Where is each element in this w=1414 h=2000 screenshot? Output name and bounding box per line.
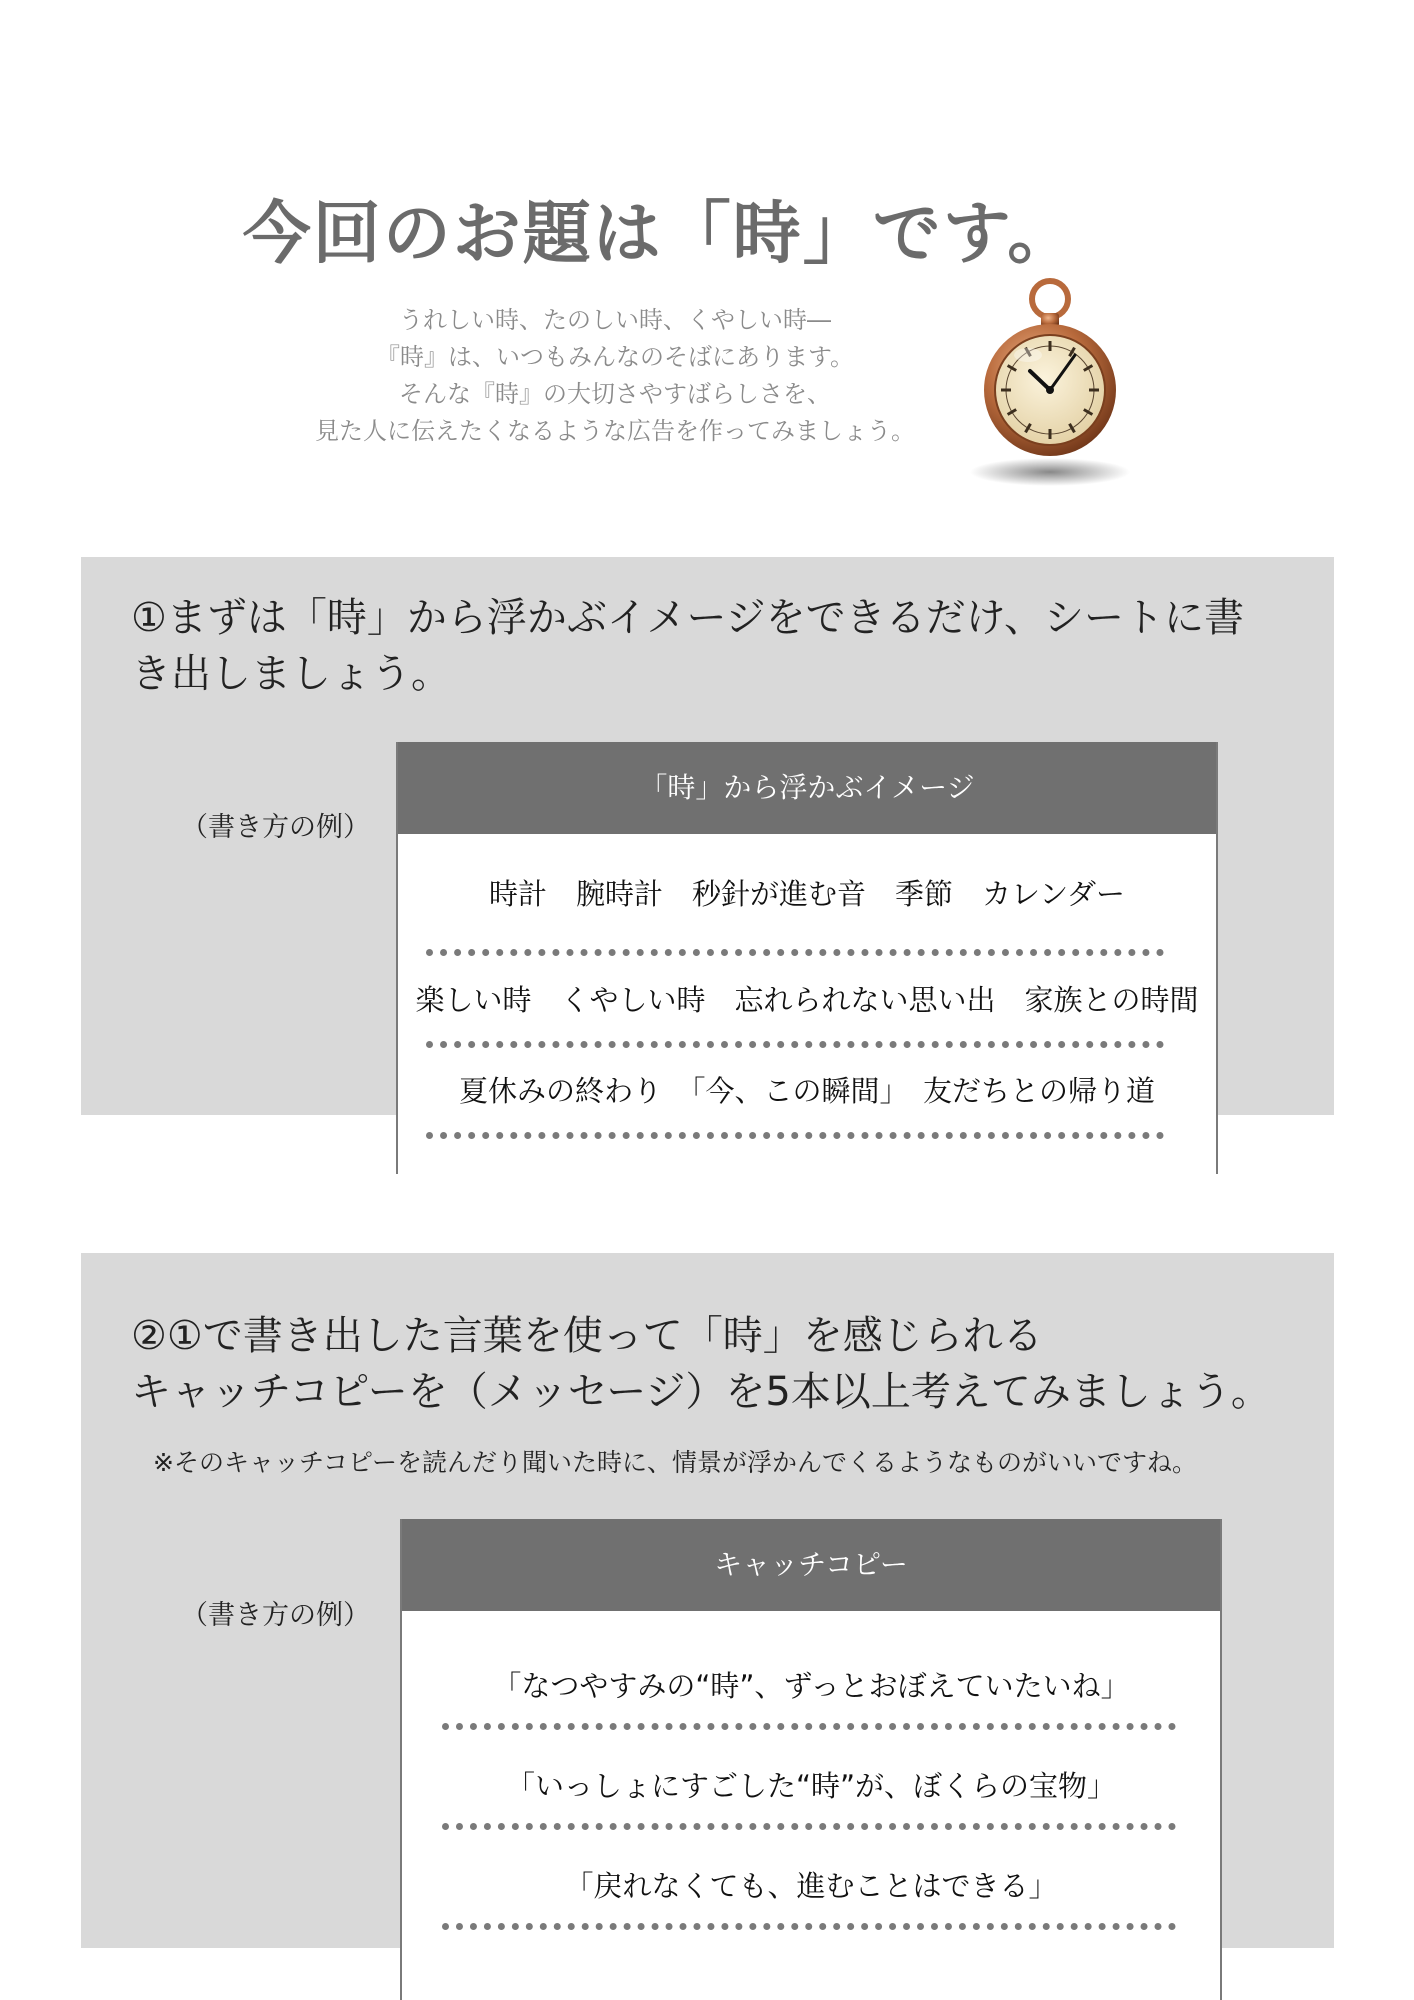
- list-item: 「なつやすみの“時”、ずっとおぼえていたいね」: [492, 1669, 1130, 1703]
- dotted-divider: [442, 1723, 1176, 1730]
- dotted-divider: [426, 1132, 1164, 1139]
- section-1-card-title: 「時」から浮かぶイメージ: [398, 742, 1216, 834]
- list-item: 「戻れなくても、進むことはできる」: [564, 1869, 1058, 1903]
- section-1-example-label: （書き方の例）: [181, 812, 370, 843]
- list-item: 時計 腕時計 秒針が進む音 季節 カレンダー: [488, 877, 1126, 911]
- intro-text: [240, 302, 990, 450]
- section-2-card-title: キャッチコピー: [402, 1519, 1220, 1611]
- intro-line: うれしい時、たのしい時、くやしい時―: [399, 306, 831, 334]
- list-item: 楽しい時 くやしい時 忘れられない思い出 家族との時間: [415, 983, 1199, 1017]
- intro-line: 『時』は、いつもみんなのそばにあります。: [375, 343, 855, 371]
- dotted-divider: [426, 949, 1164, 956]
- section-1-heading-line: ①まずは「時」から浮かぶイメージをできるだけ、シートに書: [131, 595, 1245, 641]
- intro-line: そんな『時』の大切さやすばらしさを、: [399, 380, 831, 408]
- page-title: 今回のお題は「時」です。: [242, 195, 1078, 274]
- list-item: 「いっしょにすごした“時”が、ぼくらの宝物」: [505, 1769, 1117, 1803]
- section-2-heading-line: キャッチコピーを（メッセージ）を5本以上考えてみましょう。: [131, 1369, 1271, 1415]
- section-1-heading-line: き出しましょう。: [131, 651, 451, 697]
- section-2-heading-line: ②①で書き出した言葉を使って「時」を感じられる: [131, 1313, 1043, 1359]
- section-2-heading: [131, 1308, 1271, 1420]
- section-2-note: ※そのキャッチコピーを読んだり聞いた時に、情景が浮かんでくるようなものがいいですね。: [153, 1448, 1197, 1477]
- section-2-example-label: （書き方の例）: [181, 1600, 370, 1631]
- intro-line: 見た人に伝えたくなるような広告を作ってみましょう。: [315, 417, 915, 445]
- section-1-example-card: [396, 742, 1218, 1174]
- dotted-divider: [442, 1923, 1176, 1930]
- list-item: 夏休みの終わり 「今、この瞬間」 友だちとの帰り道: [458, 1074, 1155, 1108]
- section-2-example-card: [400, 1519, 1222, 2000]
- section-1-heading: [131, 590, 1244, 702]
- pocket-watch-icon: [960, 275, 1140, 490]
- dotted-divider: [442, 1823, 1176, 1830]
- dotted-divider: [426, 1041, 1164, 1048]
